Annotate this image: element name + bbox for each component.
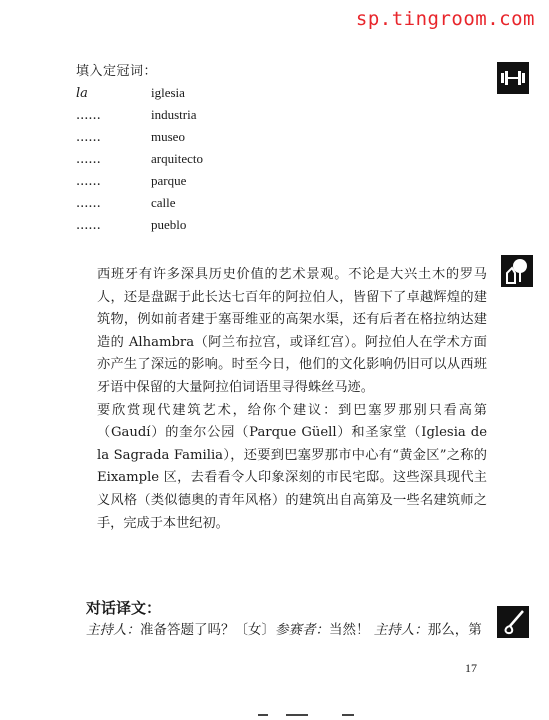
gender-tag: 〔女〕 bbox=[234, 622, 275, 638]
article-blank: ...... bbox=[76, 151, 101, 167]
dialog-line bbox=[86, 618, 486, 638]
tree-icon-glyph bbox=[503, 257, 531, 285]
dialog-translation-heading: 对话译文： bbox=[86, 599, 162, 617]
speaker-label: 主持人： bbox=[373, 622, 428, 638]
dumbbell-icon-glyph bbox=[500, 71, 526, 85]
speaker-label: 主持人： bbox=[86, 622, 140, 638]
article-blank: ...... bbox=[76, 195, 101, 211]
exercise-title: 填入定冠词： bbox=[76, 64, 158, 79]
noun: industria bbox=[151, 107, 197, 122]
exercise-row bbox=[76, 192, 336, 214]
exercise-row bbox=[76, 148, 336, 170]
exercise-row bbox=[76, 170, 336, 192]
noun: parque bbox=[151, 173, 187, 188]
noun: museo bbox=[151, 129, 185, 144]
noun: calle bbox=[151, 195, 176, 210]
article-body bbox=[97, 264, 487, 535]
pen-icon bbox=[497, 606, 529, 638]
tree-icon bbox=[501, 255, 533, 287]
noun: pueblo bbox=[151, 217, 187, 232]
pen-icon-glyph bbox=[499, 608, 527, 636]
exercise-row bbox=[76, 126, 336, 148]
paragraph: 要欣赏现代建筑艺术，给你个建议：到巴塞罗那别只看高第（Gaudí）的奎尔公园（Parque Güell）和圣家堂（Iglesia de la Sagrada Familia），还要到巴塞罗那市中心有“黄金区”之称的 Eixample 区，去看看令人印象深刻的市民宅邸。这些深具现代主义风格（类似德奥的青年风格）的建筑出自高第及一些名建筑师之手，完成于本世纪初。 bbox=[97, 402, 487, 531]
article-blank: ...... bbox=[76, 107, 101, 123]
noun: iglesia bbox=[151, 85, 185, 100]
watermark: sp.tingroom.com bbox=[355, 8, 535, 30]
page-number: 17 bbox=[465, 661, 477, 675]
exercise-row bbox=[76, 104, 336, 126]
paragraph: 西班牙有许多深具历史价值的艺术景观。不论是大兴土木的罗马人，还是盘踞于此长达七百年的阿拉伯人，皆留下了卓越辉煌的建筑物，例如前者建于塞哥维亚的高架水渠，还有后者在格拉纳达建造的 Alhambra（阿兰布拉宫，或译红宫）。阿拉伯人在学术方面亦产生了深远的影响。时至今日，他们的文化影响仍旧可以从西班牙语中保留的大量阿拉伯词语里寻得蛛丝马迹。 bbox=[97, 267, 487, 395]
exercise-row bbox=[76, 214, 336, 236]
dialog-text: 准备答题了吗？ bbox=[140, 622, 235, 638]
scan-artifacts bbox=[250, 712, 370, 718]
article-blank: ...... bbox=[76, 217, 101, 233]
exercise-list bbox=[76, 82, 336, 236]
dialog-text: 那么，第 bbox=[427, 622, 482, 638]
speaker-label: 参赛者： bbox=[275, 622, 329, 638]
article-answer: la bbox=[76, 85, 88, 101]
noun: arquitecto bbox=[151, 151, 203, 166]
article-blank: ...... bbox=[76, 173, 101, 189]
article-blank: ...... bbox=[76, 129, 101, 145]
dumbbell-icon bbox=[497, 62, 529, 94]
dialog-text: 当然！ bbox=[329, 622, 370, 638]
exercise-row bbox=[76, 82, 336, 104]
